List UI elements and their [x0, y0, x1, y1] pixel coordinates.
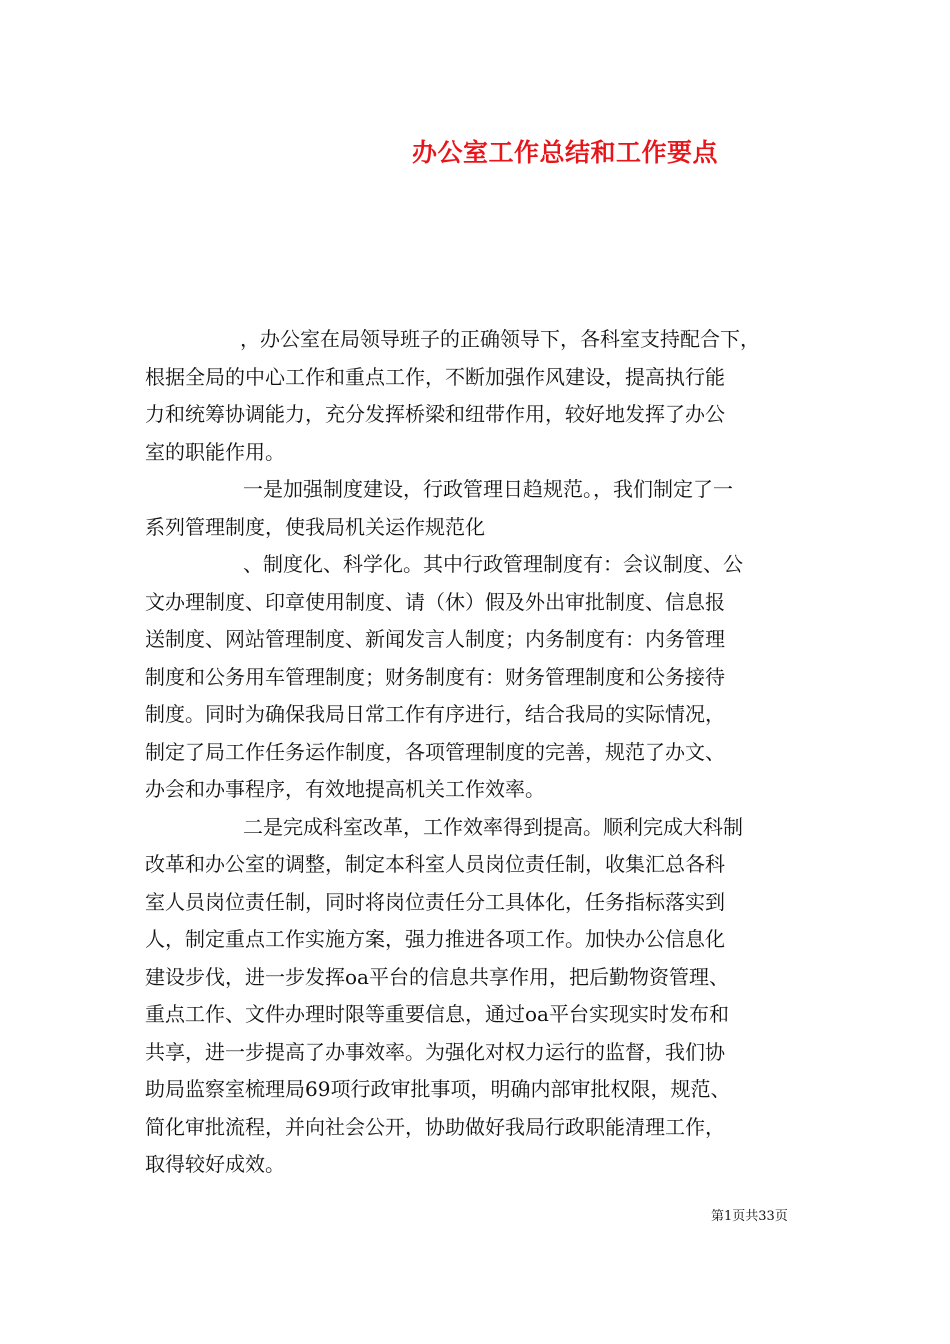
paragraph-line: 力和统筹协调能力，充分发挥桥梁和纽带作用，较好地发挥了办公	[145, 402, 725, 426]
paragraph-line: 共享，进一步提高了办事效率。为强化对权力运行的监督，我们协	[145, 1039, 725, 1064]
paragraph-line: 系列管理制度，使我局机关运作规范化	[145, 514, 485, 539]
paragraph-line: 改革和办公室的调整，制定本科室人员岗位责任制，收集汇总各科	[145, 852, 725, 876]
paragraph-line: 制定了局工作任务运作制度，各项管理制度的完善，规范了办文、	[145, 739, 725, 764]
paragraph-line: 制度和公务用车管理制度；财务制度有：财务管理制度和公务接待	[145, 664, 725, 689]
paragraph-line: 文办理制度、印章使用制度、请（休）假及外出审批制度、信息报	[145, 589, 725, 614]
paragraph-line: 二是完成科室改革，工作效率得到提高。顺利完成大科制	[243, 814, 743, 839]
paragraph-line: 室人员岗位责任制，同时将岗位责任分工具体化，任务指标落实到	[145, 889, 725, 914]
paragraph-line: 一是加强制度建设，行政管理日趋规范。，我们制定了一	[243, 477, 733, 501]
paragraph-line: 制度。同时为确保我局日常工作有序进行，结合我局的实际情况，	[145, 702, 725, 726]
paragraph-line: 根据全局的中心工作和重点工作，不断加强作风建设，提高执行能	[145, 364, 725, 389]
paragraph-line: 助局监察室梳理局69项行政审批事项，明确内部审批权限，规范、	[145, 1077, 731, 1101]
paragraph-line: 、制度化、科学化。其中行政管理制度有：会议制度、公	[243, 552, 743, 576]
paragraph-line: 建设步伐，进一步发挥oa平台的信息共享作用，把后勤物资管理、	[145, 964, 729, 989]
paragraph-line: ，办公室在局领导班子的正确领导下，各科室支持配合下，	[240, 327, 760, 351]
paragraph-line: 重点工作、文件办理时限等重要信息，通过oa平台实现实时发布和	[145, 1002, 729, 1026]
document-title: 办公室工作总结和工作要点	[412, 138, 719, 167]
paragraph-line: 人，制定重点工作实施方案，强力推进各项工作。加快办公信息化	[145, 927, 725, 951]
paragraph-line: 简化审批流程，并向社会公开，协助做好我局行政职能清理工作，	[145, 1114, 725, 1139]
page-number: 第1页共33页	[711, 1209, 788, 1224]
paragraph-line: 取得较好成效。	[145, 1152, 285, 1176]
paragraph-line: 送制度、网站管理制度、新闻发言人制度；内务制度有：内务管理	[145, 627, 725, 651]
document-body	[145, 321, 835, 1184]
paragraph-line: 办会和办事程序，有效地提高机关工作效率。	[145, 777, 545, 801]
paragraph-line: 室的职能作用。	[145, 439, 285, 464]
